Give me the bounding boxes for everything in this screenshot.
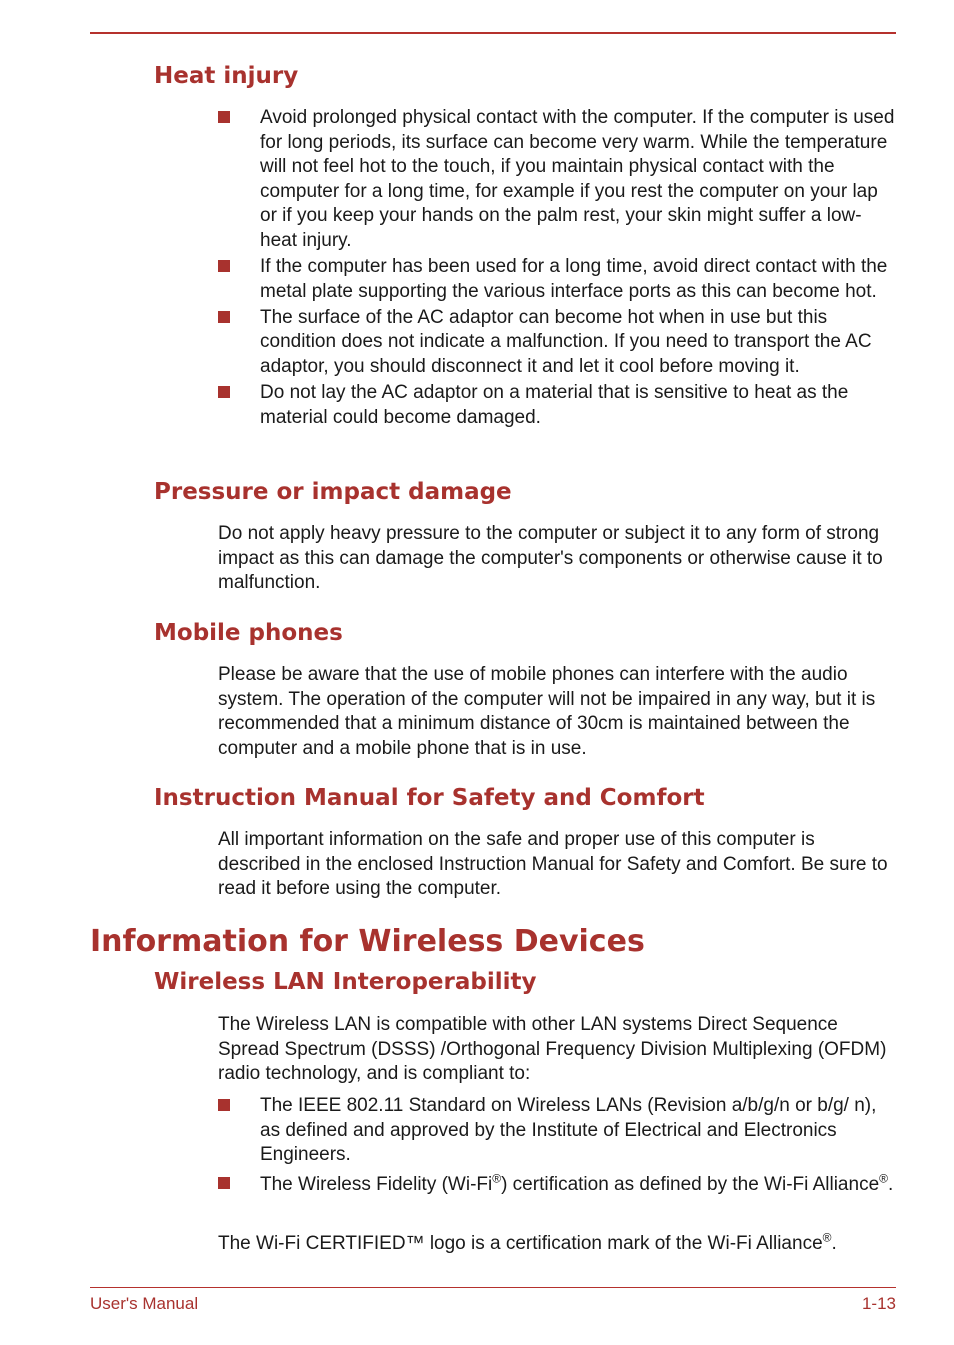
heading-mobile-phones: Mobile phones [154,620,343,646]
list-item: Do not lay the AC adaptor on a material that is sensitive to heat as the material could become damaged. [218,381,898,430]
square-bullet-icon [218,1099,230,1111]
heading-wireless-devices: Information for Wireless Devices [90,924,645,959]
registered-mark: ® [822,1230,832,1245]
wifi-trademark-note: The Wi-Fi CERTIFIED™ logo is a certification mark of the Wi-Fi Alliance®. [218,1230,837,1254]
pressure-paragraph: Do not apply heavy pressure to the computer or subject it to any form of strong impact as this can damage the computer's components or otherwise cause it to malfunction. [218,523,883,594]
header-rule [90,32,896,34]
list-item: The surface of the AC adaptor can become hot when in use but this condition does not indicate a malfunction. If you need to transport the AC adaptor, you should disconnect it and let it cool before moving it. [218,306,898,380]
mobile-paragraph: Please be aware that the use of mobile phones can interfere with the audio system. The operation of the computer will not be impaired in any way, but it is recommended that a minimum distance of 30cm is maintained between the computer and a mobile phone that is in use. [218,664,876,759]
registered-mark: ® [879,1171,888,1186]
square-bullet-icon [218,111,230,123]
registered-mark: ® [492,1171,502,1186]
square-bullet-icon [218,260,230,272]
heading-pressure-damage: Pressure or impact damage [154,479,512,505]
list-item: The IEEE 802.11 Standard on Wireless LANs (Revision a/b/g/n or b/g/ n), as defined and approved by the Institute of Electrical and Electronics Engineers. [218,1094,898,1168]
list-item: If the computer has been used for a long time, avoid direct contact with the metal plate supporting the various interface ports as this can become hot. [218,255,898,304]
square-bullet-icon [218,386,230,398]
footer-rule [90,1287,896,1288]
heat-injury-list [218,106,898,430]
heading-heat-injury: Heat injury [154,63,299,89]
wireless-lan-intro: The Wireless LAN is compatible with other LAN systems Direct Sequence Spread Spectrum (DSSS) /Orthogonal Frequency Division Multiplexing (OFDM) radio technology, and is compliant to: [218,1014,887,1085]
page-number: 1-13 [861,1294,896,1313]
square-bullet-icon [218,1177,230,1189]
list-item: Avoid prolonged physical contact with the computer. If the computer is used for long periods, its surface can become very warm. While the temperature will not feel hot to the touch, if you maintain physical contact with the computer for a long time, for example if you rest the computer on your lap or if you keep your hands on the palm rest, your skin might suffer a low-heat injury. [218,106,898,254]
heading-wireless-lan: Wireless LAN Interoperability [154,969,537,995]
wireless-lan-list [218,1094,898,1198]
square-bullet-icon [218,311,230,323]
footer-title: User's Manual [90,1294,199,1313]
heading-instruction-manual: Instruction Manual for Safety and Comfort [154,785,705,811]
manual-paragraph: All important information on the safe and proper use of this computer is described in the enclosed Instruction Manual for Safety and Comfort. Be sure to read it before using the computer. [218,829,888,900]
list-item: The Wireless Fidelity (Wi-Fi®) certification as defined by the Wi-Fi Alliance®. [218,1172,898,1198]
